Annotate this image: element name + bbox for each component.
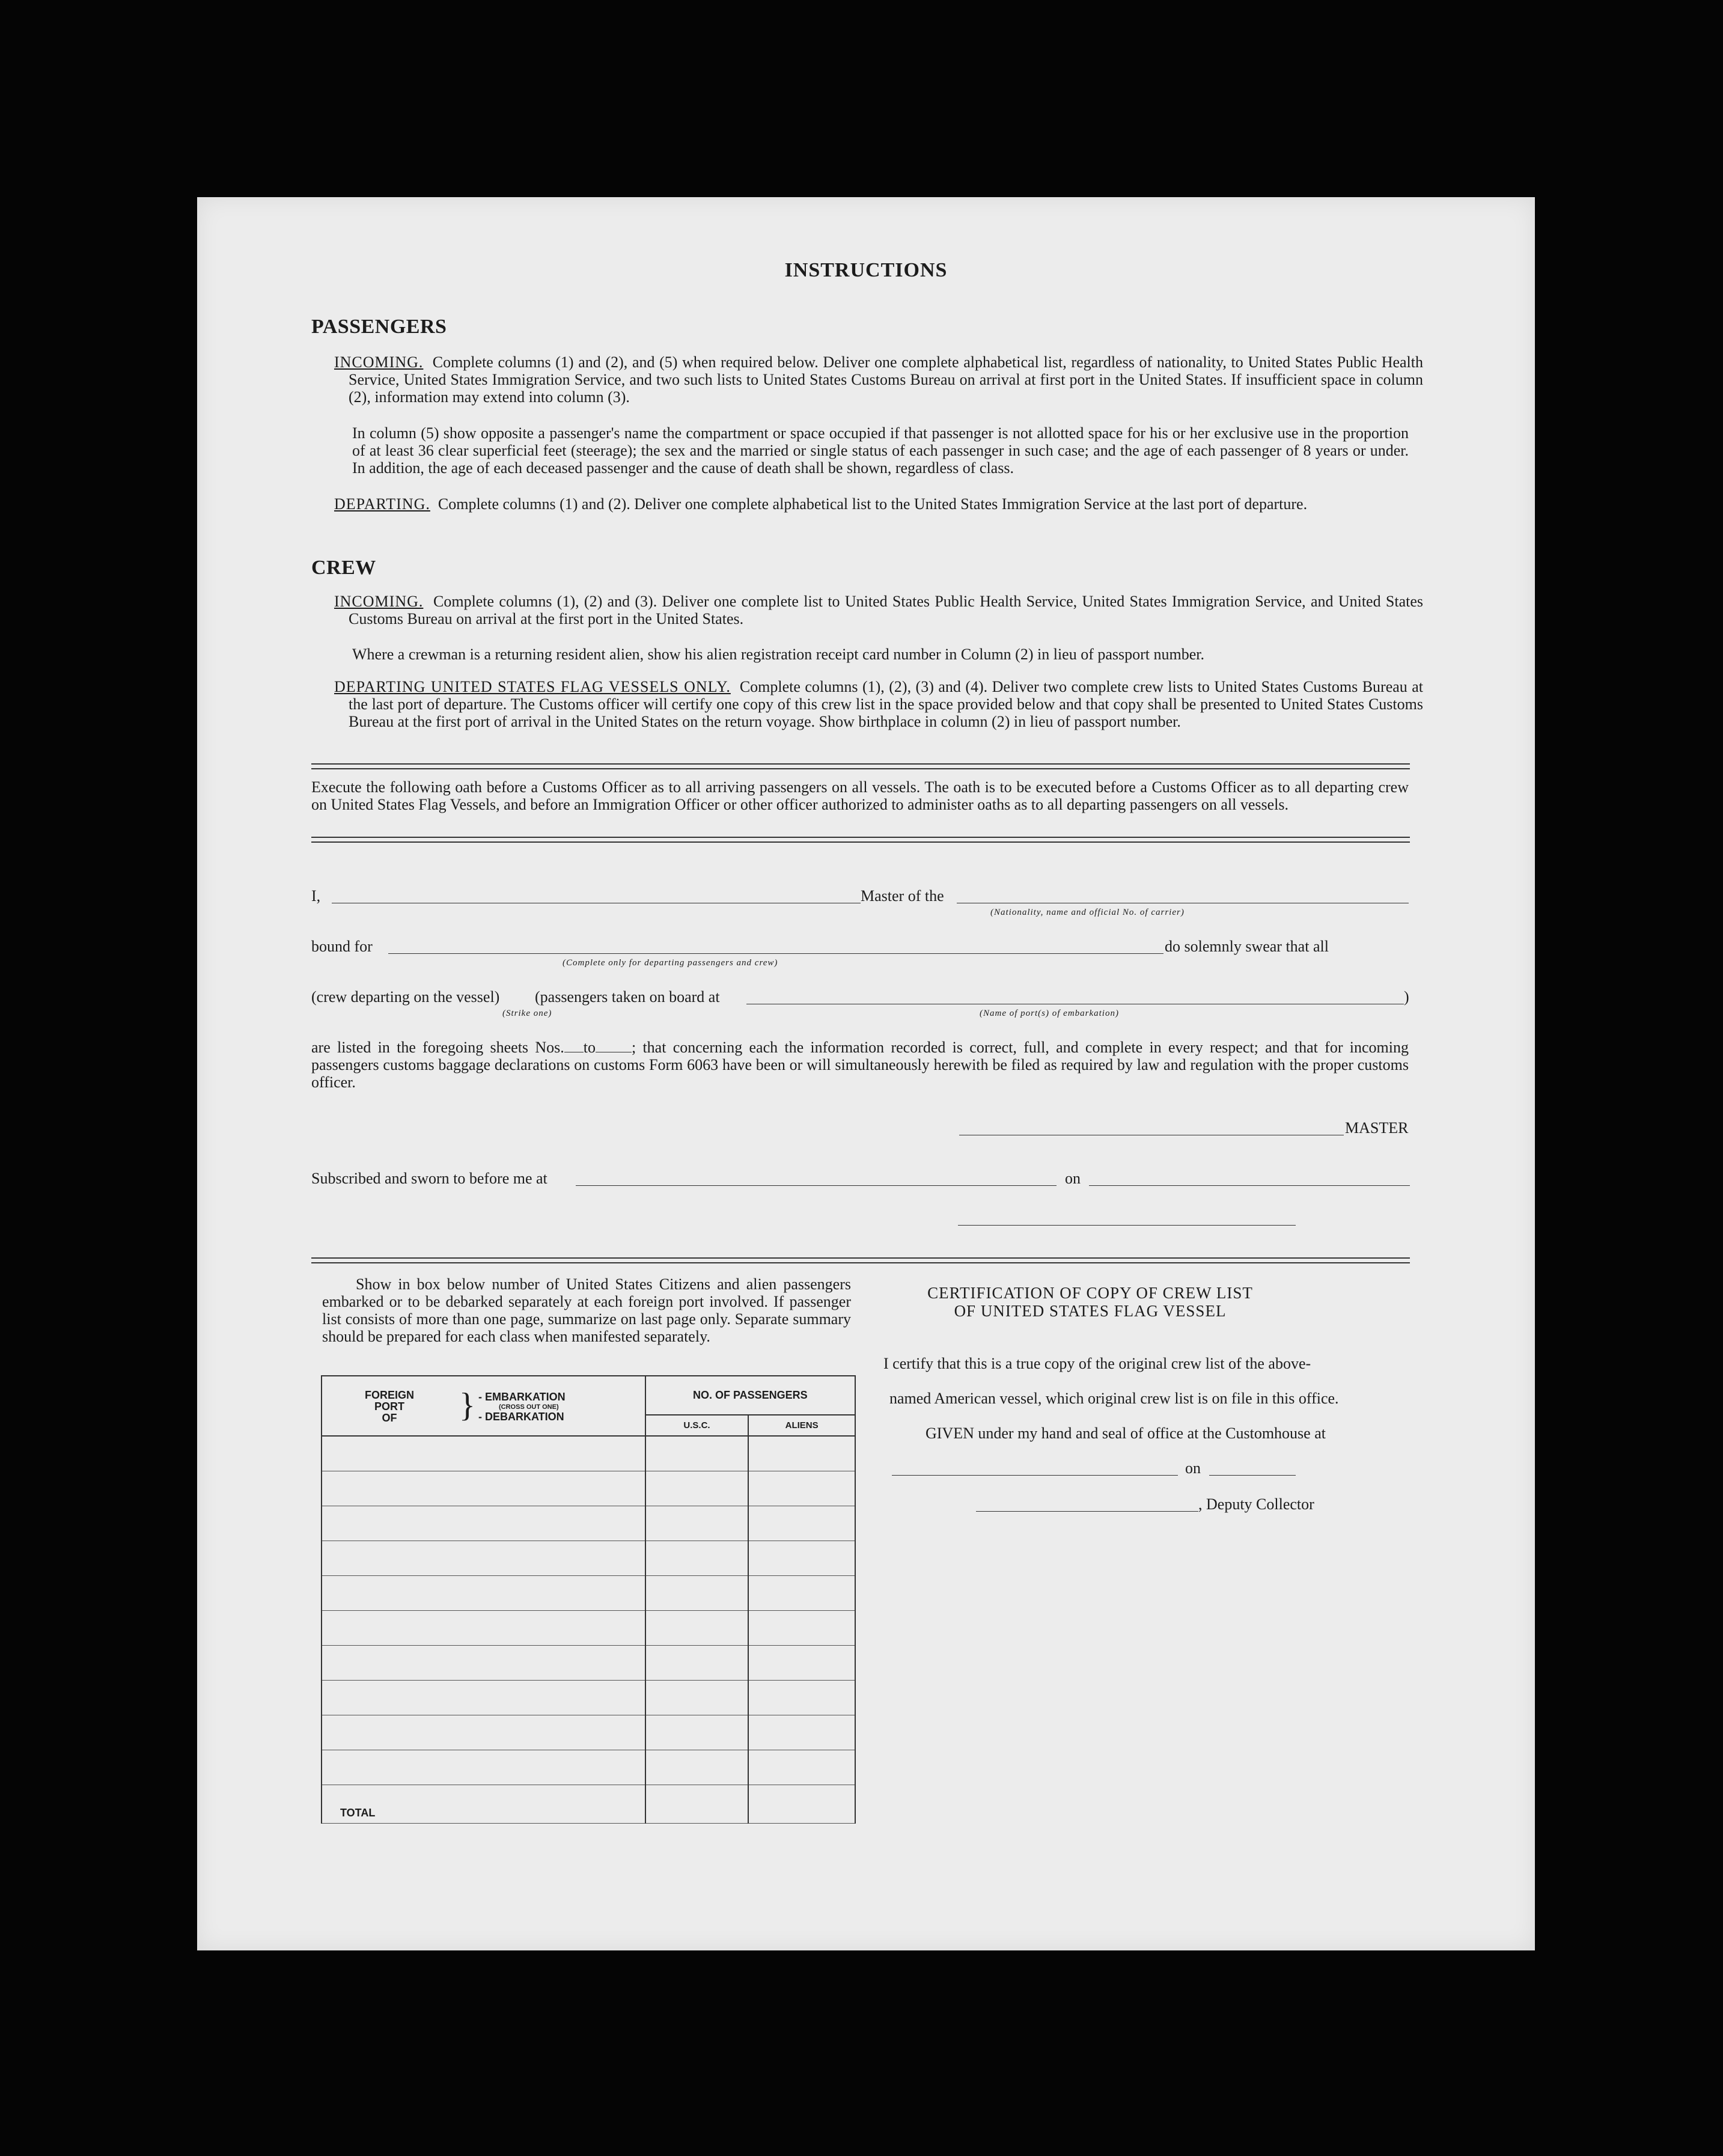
ports-caption: (Name of port(s) of embarkation) — [980, 1009, 1119, 1018]
port-cell[interactable] — [322, 1611, 645, 1646]
usc-cell[interactable] — [645, 1436, 749, 1471]
aliens-cell[interactable] — [748, 1611, 855, 1646]
subscribed-date-field[interactable] — [1089, 1185, 1410, 1186]
oath-intro-paragraph: Execute the following oath before a Customs Officer as to all arriving passengers on all vessels. The oath is to be executed before a Customs Officer as to all departing crew on United States Flag Vessels, and before an Immigration Officer or other officer authorized to administer oaths as to all departing passengers on all vessels. — [311, 778, 1409, 813]
table-row — [322, 1750, 855, 1785]
oath-i-label: I, — [311, 887, 321, 905]
table-row — [322, 1576, 855, 1611]
passengers-incoming-lead: INCOMING. — [334, 353, 424, 371]
total-row — [322, 1785, 855, 1824]
usc-cell[interactable] — [645, 1576, 749, 1611]
port-cell[interactable] — [322, 1541, 645, 1576]
crew-incoming-paragraph — [334, 593, 1423, 628]
listed-paragraph — [311, 1039, 1409, 1091]
table-row — [322, 1646, 855, 1681]
subscribed-label: Subscribed and sworn to before me at — [311, 1170, 547, 1187]
aliens-cell[interactable] — [748, 1646, 855, 1681]
port-label-of: OF — [382, 1412, 397, 1424]
certification-title-line-1: CERTIFICATION OF COPY OF CREW LIST — [927, 1284, 1253, 1302]
crew-flag-paragraph — [334, 678, 1423, 730]
aliens-cell[interactable] — [748, 1471, 855, 1506]
usc-cell[interactable] — [645, 1646, 749, 1681]
certify-line-1: I certify that this is a true copy of the original crew list of the above- — [883, 1355, 1311, 1372]
page-title: INSTRUCTIONS — [784, 259, 948, 281]
aliens-cell[interactable] — [748, 1436, 855, 1471]
aliens-cell[interactable] — [748, 1576, 855, 1611]
crew-resident-paragraph: Where a crewman is a returning resident alien, show his alien registration receipt card number in Column (2) in lieu of passport number. — [352, 646, 1205, 663]
passengers-departing-text: Complete columns (1) and (2). Deliver one complete alphabetical list to the United States Immigration Service at the last port of departure. — [438, 495, 1308, 513]
bound-for-label: bound for — [311, 938, 373, 955]
summary-instructions: Show in box below number of United States Citizens and alien passengers embarked or to be debarked separately at each foreign port involved. If passenger list consists of more than one page, summarize on last page only. Separate summary should be prepared for each class when manifested separately. — [322, 1275, 851, 1345]
passengers-column5-paragraph: In column (5) show opposite a passenger's name the compartment or space occupied if that passenger is not allotted space for his or her exclusive use in the proportion of at least 36 clear superficial feet (steerage); the sex and the married or single status of each passenger in such case; and the age of each passenger of 8 years or under. In addition, the age of each deceased passenger and the cause of death shall be shown, regardless of class. — [352, 424, 1409, 477]
table-row — [322, 1506, 855, 1541]
deputy-signature-field[interactable] — [976, 1511, 1198, 1512]
port-cell[interactable] — [322, 1576, 645, 1611]
subscribed-place-field[interactable] — [576, 1185, 1057, 1186]
usc-cell[interactable] — [645, 1506, 749, 1541]
aliens-cell[interactable] — [748, 1715, 855, 1750]
certification-date-field[interactable] — [1209, 1475, 1296, 1476]
usc-cell[interactable] — [645, 1715, 749, 1750]
table-row — [322, 1611, 855, 1646]
aliens-header: ALIENS — [748, 1415, 855, 1436]
usc-cell[interactable] — [645, 1611, 749, 1646]
master-label: MASTER — [1345, 1119, 1409, 1137]
port-cell[interactable] — [322, 1506, 645, 1541]
passenger-summary-table — [321, 1375, 856, 1824]
oath-row-master — [311, 887, 1410, 917]
swear-label: do solemnly swear that all — [1165, 938, 1329, 955]
certification-title — [892, 1284, 1288, 1320]
table-row — [322, 1471, 855, 1506]
listed-text-a: are listed in the foregoing sheets Nos. — [311, 1039, 564, 1056]
officer-signature-field[interactable] — [958, 1225, 1296, 1226]
aliens-cell[interactable] — [748, 1506, 855, 1541]
brace-glyph: } — [459, 1387, 475, 1424]
deputy-label: , Deputy Collector — [1198, 1495, 1314, 1513]
crew-flag-text: Complete columns (1), (2), (3) and (4). Deliver two complete crew lists to United States Customs Bureau at the last port of departure. The Customs officer will certify one copy of this crew list in the space provided below and that copy shall be presented to United States Customs Bureau at the first port of arrival in the United States on the return voyage. Show birthplace in column (2) in lieu of passport number. — [349, 678, 1424, 730]
aliens-cell[interactable] — [748, 1541, 855, 1576]
divider-double — [311, 763, 1410, 769]
port-cell[interactable] — [322, 1750, 645, 1785]
port-cell[interactable] — [322, 1436, 645, 1471]
divider-double — [311, 837, 1410, 843]
passengers-incoming-text: Complete columns (1) and (2), and (5) when required below. Deliver one complete alphabetical list, regardless of nationality, to United States Public Health Service, United States Immigration Service, and two such lists to United States Customs Bureau on arrival at first port in the United States. If insufficient space in column (2), information may extend into column (3). — [349, 353, 1424, 406]
strike-caption: (Strike one) — [502, 1009, 552, 1018]
form-page — [197, 197, 1535, 1950]
subscribed-row — [311, 1170, 1410, 1190]
no-passengers-header: NO. OF PASSENGERS — [645, 1376, 855, 1415]
usc-cell[interactable] — [645, 1750, 749, 1785]
listed-to: to — [583, 1039, 596, 1056]
listed-text-b: ; that concerning each the information recorded is correct, full, and complete in every respect; and that for incoming passengers customs baggage declarations on customs Form 6063 have been or will simultaneously herewith be filed as required by law and regulation with the proper customs officer. — [311, 1039, 1409, 1091]
usc-header: U.S.C. — [645, 1415, 749, 1436]
passengers-heading: PASSENGERS — [311, 316, 447, 338]
deputy-row — [892, 1495, 1314, 1516]
usc-total-cell[interactable] — [645, 1785, 749, 1824]
table-row — [322, 1436, 855, 1471]
port-label-foreign: FOREIGN — [364, 1389, 414, 1401]
crew-flag-lead: DEPARTING UNITED STATES FLAG VESSELS ONLY. — [334, 678, 731, 695]
crew-incoming-lead: INCOMING. — [334, 593, 424, 610]
aliens-total-cell[interactable] — [748, 1785, 855, 1824]
master-signature-row — [311, 1119, 1410, 1140]
close-paren: ) — [1404, 988, 1409, 1006]
crew-heading: CREW — [311, 557, 376, 579]
departing-caption: (Complete only for departing passengers and crew) — [563, 958, 778, 968]
table-row — [322, 1681, 855, 1715]
port-cell[interactable] — [322, 1681, 645, 1715]
bound-for-field[interactable] — [388, 953, 1163, 954]
port-cell[interactable] — [322, 1471, 645, 1506]
divider-double — [311, 1257, 1410, 1263]
master-of-label: Master of the — [861, 887, 944, 905]
certify-line-2: named American vessel, which original crew list is on file in this office. — [889, 1390, 1339, 1407]
port-cell[interactable] — [322, 1715, 645, 1750]
passengers-departing-paragraph — [334, 495, 1423, 513]
given-line: GIVEN under my hand and seal of office at the Customhouse at — [926, 1425, 1326, 1442]
passengers-taken-label: (passengers taken on board at — [535, 988, 720, 1006]
aliens-cell[interactable] — [748, 1750, 855, 1785]
port-cell[interactable] — [322, 1646, 645, 1681]
table-row — [322, 1541, 855, 1576]
usc-cell[interactable] — [645, 1471, 749, 1506]
passengers-departing-lead: DEPARTING. — [334, 495, 430, 513]
aliens-cell[interactable] — [748, 1681, 855, 1715]
port-header-cell — [322, 1376, 645, 1436]
oath-row-bound — [311, 938, 1410, 968]
usc-cell[interactable] — [645, 1681, 749, 1715]
customhouse-row — [892, 1459, 1296, 1480]
customhouse-on-label: on — [1185, 1459, 1201, 1477]
oath-row-strike — [311, 988, 1410, 1018]
total-label: TOTAL — [322, 1785, 645, 1824]
passengers-incoming-paragraph — [334, 353, 1423, 406]
table-row — [322, 1715, 855, 1750]
certification-title-line-2: OF UNITED STATES FLAG VESSEL — [954, 1302, 1227, 1320]
subscribed-on-label: on — [1065, 1170, 1081, 1187]
usc-cell[interactable] — [645, 1541, 749, 1576]
crew-incoming-text: Complete columns (1), (2) and (3). Deliver one complete list to United States Public Health Service, United States Immigration Service, and United States Customs Bureau on arrival at the first port in the United States. — [349, 593, 1423, 628]
crew-departing-label: (crew departing on the vessel) — [311, 988, 500, 1006]
customhouse-field[interactable] — [892, 1475, 1178, 1476]
port-label-port: PORT — [374, 1400, 404, 1412]
cross-out-label: (CROSS OUT ONE) — [499, 1403, 559, 1411]
embarkation-label: - EMBARKATION — [478, 1391, 566, 1403]
nationality-caption: (Nationality, name and official No. of carrier) — [990, 908, 1185, 917]
debarkation-label: - DEBARKATION — [478, 1411, 564, 1423]
